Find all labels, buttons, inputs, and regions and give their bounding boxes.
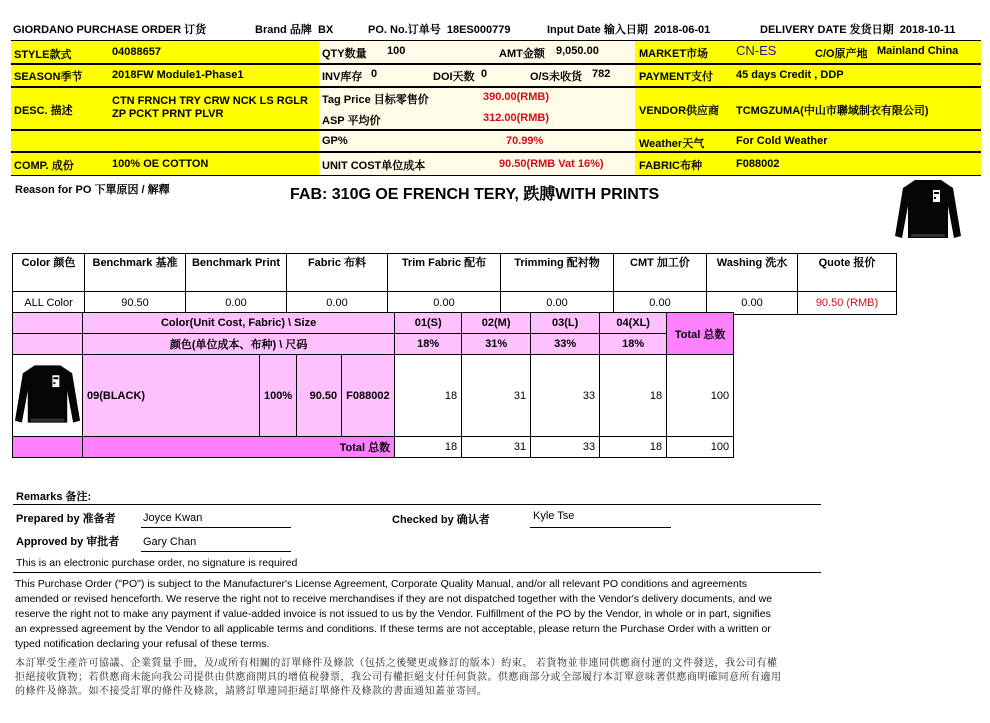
prepared-label: Prepared by 准备者 (16, 513, 116, 525)
qty-label: QTY数量 (322, 48, 367, 60)
approved-value: Gary Chan (143, 536, 197, 548)
approved-label: Approved by 审批者 (16, 536, 120, 548)
cost-value: 0.00 (501, 292, 614, 315)
size-qty: 31 (462, 355, 531, 437)
quote-value: 90.50 (RMB) (798, 292, 897, 315)
remarks-label: Remarks 备注: (16, 491, 92, 503)
cost-header: Quote 报价 (798, 254, 897, 292)
color-pct: 100% (260, 355, 297, 437)
terms-line: 拒絕接收貨物；若供應商未能向我公司提供由供應商開具的增值稅發票，我公司有權拒絕支付任何貨款。供應商部分或全部履行本訂單意味著供應商明確同意所有適用 (15, 672, 782, 683)
size-ratio: 18% (395, 334, 462, 355)
cost-value: 90.50 (85, 292, 186, 315)
inv-label: INV库存 (322, 71, 363, 83)
signature-line (141, 551, 291, 552)
desc-line-1: CTN FRNCH TRY CRW NCK LS RGLR (112, 95, 308, 107)
weather-label: Weather天气 (639, 138, 705, 150)
cost-header: Color 颜色 (13, 254, 85, 292)
weather-value: For Cold Weather (736, 135, 828, 147)
matrix-corner (13, 313, 83, 334)
style-value: 04088657 (112, 46, 161, 58)
delivery-date-value: 2018-10-11 (899, 24, 956, 36)
os-value: 782 (592, 68, 611, 80)
color-swatch-cell (13, 355, 83, 437)
gp-label: GP% (322, 135, 348, 147)
unit-cost-label: UNIT COST单位成本 (322, 160, 426, 172)
electronic-note: This is an electronic purchase order, no signature is required (16, 557, 298, 569)
season-label: SEASON季节 (14, 71, 83, 83)
inv-value: 0 (371, 68, 378, 80)
delivery-date-label: DELIVERY DATE 发货日期 (760, 24, 894, 36)
size-ratio: 18% (600, 334, 667, 355)
asp-value: 312.00(RMB) (483, 112, 550, 124)
cost-header: Washing 洗水 (707, 254, 798, 292)
qty-value: 100 (387, 45, 406, 57)
row-divider (11, 151, 981, 153)
row-divider (11, 63, 981, 65)
color-fabric: F088002 (342, 355, 395, 437)
color-unit-cost: 90.50 (297, 355, 342, 437)
cost-header: Trimming 配衬物 (501, 254, 614, 292)
cost-value: ALL Color (13, 292, 85, 315)
market-value: CN-ES (736, 43, 777, 58)
cost-value: 0.00 (707, 292, 798, 315)
row-divider (11, 86, 981, 88)
terms-line: an expressed agreement by the Vendor to all applicable terms and conditions. If these terms are not acceptable, please return the Purchase Order with a written or (15, 623, 771, 635)
reason-label: Reason for PO 下單原因 / 解釋 (15, 184, 170, 196)
checked-label: Checked by 确认者 (392, 514, 490, 526)
product-image-sweater (893, 176, 963, 242)
terms-line: typed notification declaring your refusal of these terms. (15, 638, 270, 650)
season-value: 2018FW Module1-Phase1 (112, 69, 244, 81)
size-matrix-table (12, 312, 734, 458)
middle-cream-block (319, 41, 635, 175)
os-label: O/S未收货 (530, 71, 582, 83)
total-row (13, 437, 734, 458)
cost-breakdown-table (12, 253, 897, 315)
fab-title: FAB: 310G OE FRENCH TERY, 跌膊WITH PRINTS (290, 186, 660, 203)
signature-line (530, 527, 671, 528)
terms-chinese (15, 657, 782, 699)
cost-header: Trim Fabric 配布 (388, 254, 501, 292)
divider (13, 504, 821, 505)
cost-value: 0.00 (388, 292, 501, 315)
doi-label: DOI天数 (433, 71, 475, 83)
asp-label: ASP 平均价 (322, 115, 381, 127)
terms-line: reserve the right not to make any payment if value-added invoice is not issued to us by the Vendor. Fulfillment of the PO by the Vendor, in whole or in part, signifies (15, 608, 771, 620)
size-header: 03(L) (531, 313, 600, 334)
size-qty: 18 (395, 355, 462, 437)
matrix-corner (13, 334, 83, 355)
amt-label: AMT金额 (499, 48, 545, 60)
vendor-label: VENDOR供应商 (639, 105, 720, 117)
terms-line: This Purchase Order ("PO") is subject to the Manufacturer's License Agreement, Corporate Quality Manual, and/or all relevant PO conditions and agreements (15, 578, 747, 590)
size-header: 01(S) (395, 313, 462, 334)
info-grid (11, 40, 981, 176)
prepared-value: Joyce Kwan (143, 512, 203, 524)
brand-value: BX (317, 24, 334, 36)
terms-line: 的條件及條款。如不接受訂單的條件及條款，請將訂單連同拒絕訂單條件及條款的書面通知蓋並寄回。 (15, 686, 488, 697)
cost-header: Benchmark Print (186, 254, 287, 292)
brand-field (255, 21, 333, 37)
grand-total: 100 (667, 437, 734, 458)
size-header: 02(M) (462, 313, 531, 334)
market-label: MARKET市场 (639, 48, 709, 60)
matrix-header-en: Color(Unit Cost, Fabric) \ Size (83, 313, 395, 334)
amt-value: 9,050.00 (556, 45, 599, 57)
terms-line: 本訂單受生產許可協議、企業質量手冊，及/或所有相關的訂單條件及條款（包括之後變更或修訂的版本）約束。 若貨物並非連同供應商付運的文件發送，我公司有權 (15, 658, 778, 669)
table-row (13, 355, 734, 437)
co-label: C/O原产地 (815, 48, 868, 60)
cost-header: Benchmark 基准 (85, 254, 186, 292)
input-date-label: Input Date 输入日期 (547, 24, 648, 36)
size-qty: 18 (600, 355, 667, 437)
checked-value: Kyle Tse (533, 510, 575, 522)
total-row-corner (13, 437, 83, 458)
delivery-date-field (760, 21, 955, 37)
fabric-label: FABRIC布种 (639, 160, 702, 172)
vendor-value: TCMGZUMA(中山市聯域制衣有限公司) (736, 105, 929, 117)
size-qty: 33 (531, 355, 600, 437)
row-divider (11, 129, 981, 131)
cost-header: Fabric 布料 (287, 254, 388, 292)
tag-price-label: Tag Price 目标零售价 (322, 94, 429, 106)
terms-line: amended or revised henceforth. We reserve the right not to receive merchandises if they are not dispatched together with the Vendor's delivery documents, and we (15, 593, 773, 605)
cost-value: 0.00 (287, 292, 388, 315)
color-name: 09(BLACK) (83, 355, 260, 437)
doi-value: 0 (481, 68, 488, 80)
signature-line (141, 527, 291, 528)
size-header: 04(XL) (600, 313, 667, 334)
comp-label: COMP. 成份 (14, 160, 74, 172)
total-header: Total 总数 (667, 313, 734, 355)
po-number-value: 18ES000779 (446, 24, 511, 36)
size-ratio: 31% (462, 334, 531, 355)
size-ratio: 33% (531, 334, 600, 355)
product-thumbnail-sweater (13, 359, 82, 429)
comp-value: 100% OE COTTON (112, 158, 209, 170)
cost-header: CMT 加工价 (614, 254, 707, 292)
style-label: STYLE款式 (14, 49, 72, 61)
po-number-field (368, 21, 510, 37)
brand-label: Brand 品牌 (255, 24, 312, 36)
cost-value: 0.00 (186, 292, 287, 315)
cost-value: 0.00 (614, 292, 707, 315)
po-number-label: PO. No.订单号 (368, 24, 441, 36)
desc-line-2: ZP PCKT PRNT PLVR (112, 108, 224, 120)
row-total: 100 (667, 355, 734, 437)
total-qty: 18 (600, 437, 667, 458)
tag-price-value: 390.00(RMB) (483, 91, 550, 103)
divider (13, 572, 821, 573)
desc-label: DESC. 描述 (14, 105, 73, 117)
payment-label: PAYMENT支付 (639, 71, 713, 83)
input-date-value: 2018-06-01 (653, 24, 711, 36)
unit-cost-value: 90.50(RMB Vat 16%) (499, 158, 604, 170)
total-qty: 33 (531, 437, 600, 458)
gp-value: 70.99% (506, 135, 544, 147)
fabric-value: F088002 (736, 158, 780, 170)
input-date-field (547, 21, 710, 37)
terms-english (15, 577, 772, 652)
total-qty: 18 (395, 437, 462, 458)
po-title: GIORDANO PURCHASE ORDER 订货 (13, 24, 207, 36)
total-row-label: Total 总数 (83, 437, 395, 458)
total-qty: 31 (462, 437, 531, 458)
co-value: Mainland China (877, 45, 959, 57)
matrix-header-cn: 颜色(单位成本、布种) \ 尺码 (83, 334, 395, 355)
payment-value: 45 days Credit , DDP (736, 69, 844, 81)
